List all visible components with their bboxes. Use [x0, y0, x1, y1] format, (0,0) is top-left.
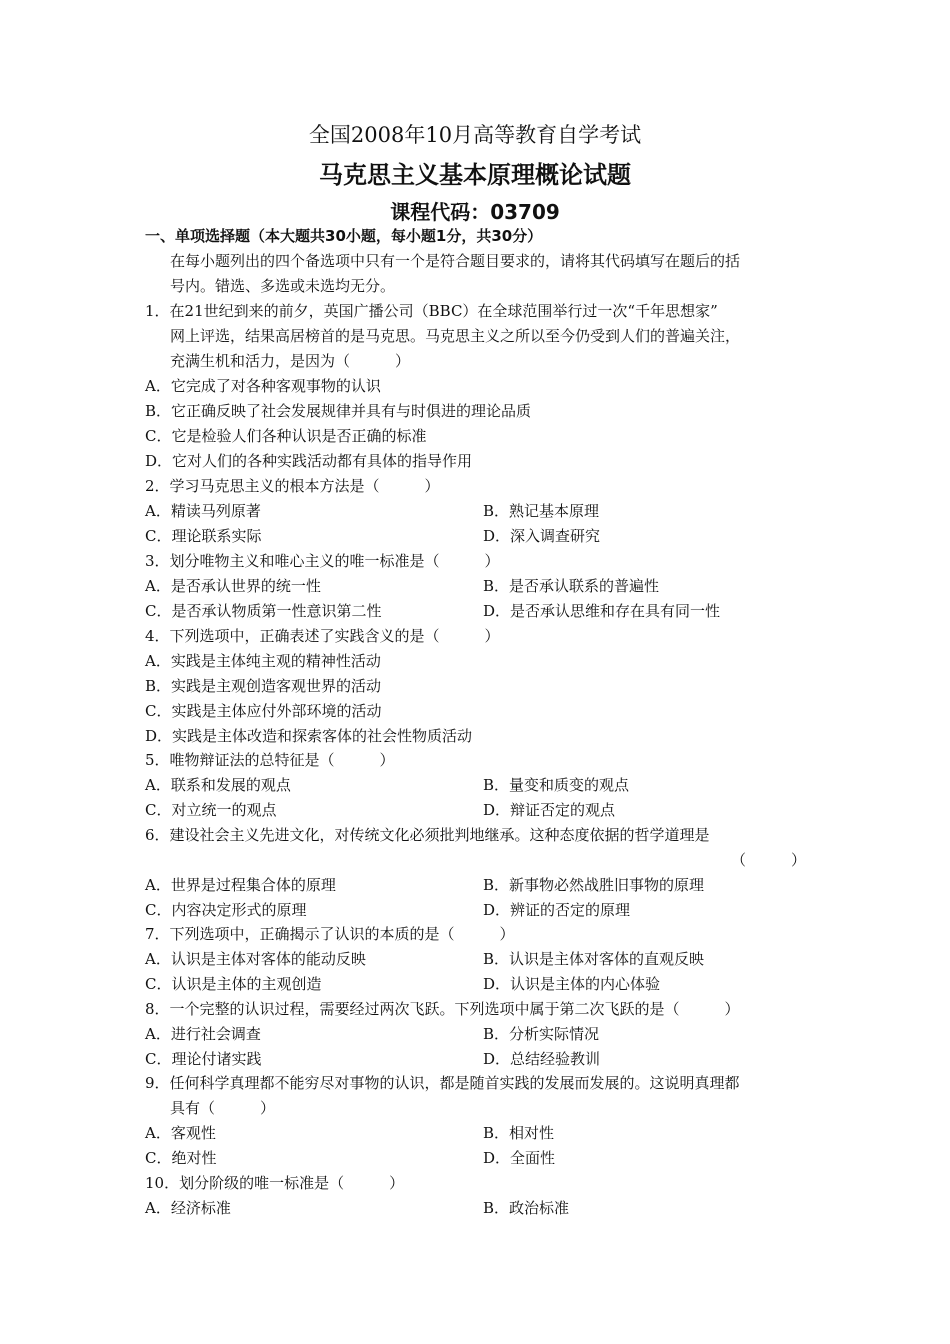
question-stem: 6．建设社会主义先进文化，对传统文化必须批判地继承。这种态度依据的哲学道理是	[145, 826, 710, 844]
answer-option: C．理论付诸实践	[145, 1050, 262, 1068]
question-stem: 10．划分阶级的唯一标准是（ ）	[145, 1174, 405, 1192]
answer-option: D．认识是主体的内心体验	[483, 975, 661, 993]
answer-option: D．它对人们的各种实践活动都有具体的指导作用	[145, 452, 473, 470]
answer-option: C．实践是主体应付外部环境的活动	[145, 702, 382, 720]
answer-option: A．认识是主体对客体的能动反映	[145, 950, 366, 968]
answer-option: B．量变和质变的观点	[483, 776, 630, 794]
answer-option: C．内容决定形式的原理	[145, 901, 307, 919]
answer-option: B．新事物必然战胜旧事物的原理	[483, 876, 705, 894]
question-stem: 5．唯物辩证法的总特征是（ ）	[145, 751, 395, 769]
question-stem: 7．下列选项中，正确揭示了认识的本质的是（ ）	[145, 925, 515, 943]
section-heading: 一、单项选择题（本大题共30小题，每小题1分，共30分）	[145, 227, 543, 245]
question-stem: 4．下列选项中，正确表述了实践含义的是（ ）	[145, 627, 500, 645]
answer-option: D．全面性	[483, 1149, 556, 1167]
question-stem: 9．任何科学真理都不能穷尽对事物的认识，都是随首实践的发展而发展的。这说明真理都	[145, 1074, 740, 1092]
answer-bracket: （ ）	[731, 851, 807, 869]
answer-option: C．认识是主体的主观创造	[145, 975, 322, 993]
answer-option: D．总结经验教训	[483, 1050, 601, 1068]
answer-option: B．实践是主观创造客观世界的活动	[145, 677, 382, 695]
course-code: 课程代码：03709	[390, 200, 560, 224]
question-stem: 1．在21世纪到来的前夕，英国广播公司（BBC）在全球范围举行过一次“千年思想家”	[145, 302, 718, 320]
answer-option: D．辨证的否定的原理	[483, 901, 631, 919]
answer-option: A．世界是过程集合体的原理	[145, 876, 336, 894]
answer-option: A．精读马列原著	[145, 502, 261, 520]
answer-option: D．是否承认思维和存在具有同一性	[483, 602, 721, 620]
answer-option: A．进行社会调查	[145, 1025, 261, 1043]
answer-option: B．是否承认联系的普遍性	[483, 577, 660, 595]
section-instruction: 号内。错选、多选或未选均无分。	[170, 277, 396, 295]
answer-option: A．实践是主体纯主观的精神性活动	[145, 652, 381, 670]
answer-option: D．深入调查研究	[483, 527, 601, 545]
question-stem: 网上评选，结果高居榜首的是马克思。马克思主义之所以至今仍受到人们的普遍关注，	[170, 327, 741, 345]
answer-option: B．认识是主体对客体的直观反映	[483, 950, 705, 968]
answer-option: B．相对性	[483, 1124, 555, 1142]
answer-option: A．经济标准	[145, 1199, 231, 1217]
section-instruction: 在每小题列出的四个备选项中只有一个是符合题目要求的，请将其代码填写在题后的括	[170, 252, 741, 270]
answer-option: A．是否承认世界的统一性	[145, 577, 321, 595]
question-stem: 3．划分唯物主义和唯心主义的唯一标准是（ ）	[145, 552, 500, 570]
answer-option: D．实践是主体改造和探索客体的社会性物质活动	[145, 727, 473, 745]
answer-option: B．熟记基本原理	[483, 502, 600, 520]
answer-option: A．客观性	[145, 1124, 216, 1142]
answer-option: B．它正确反映了社会发展规律并具有与时俱进的理论品质	[145, 402, 532, 420]
answer-option: C．绝对性	[145, 1149, 217, 1167]
answer-option: C．对立统一的观点	[145, 801, 277, 819]
answer-option: C．是否承认物质第一性意识第二性	[145, 602, 382, 620]
answer-option: C．它是检验人们各种认识是否正确的标准	[145, 427, 427, 445]
question-stem: 充满生机和活力，是因为（ ）	[170, 352, 411, 370]
answer-option: A．联系和发展的观点	[145, 776, 291, 794]
exam-title: 全国2008年10月高等教育自学考试	[308, 123, 642, 147]
question-stem: 具有（ ）	[170, 1099, 276, 1117]
question-stem: 8．一个完整的认识过程，需要经过两次飞跃。下列选项中属于第二次飞跃的是（ ）	[145, 1000, 740, 1018]
answer-option: D．辩证否定的观点	[483, 801, 616, 819]
answer-option: C．理论联系实际	[145, 527, 262, 545]
question-stem: 2．学习马克思主义的根本方法是（ ）	[145, 477, 440, 495]
subject-title: 马克思主义基本原理概论试题	[319, 161, 631, 189]
answer-option: A．它完成了对各种客观事物的认识	[145, 377, 381, 395]
answer-option: B．分析实际情况	[483, 1025, 600, 1043]
answer-option: B．政治标准	[483, 1199, 570, 1217]
